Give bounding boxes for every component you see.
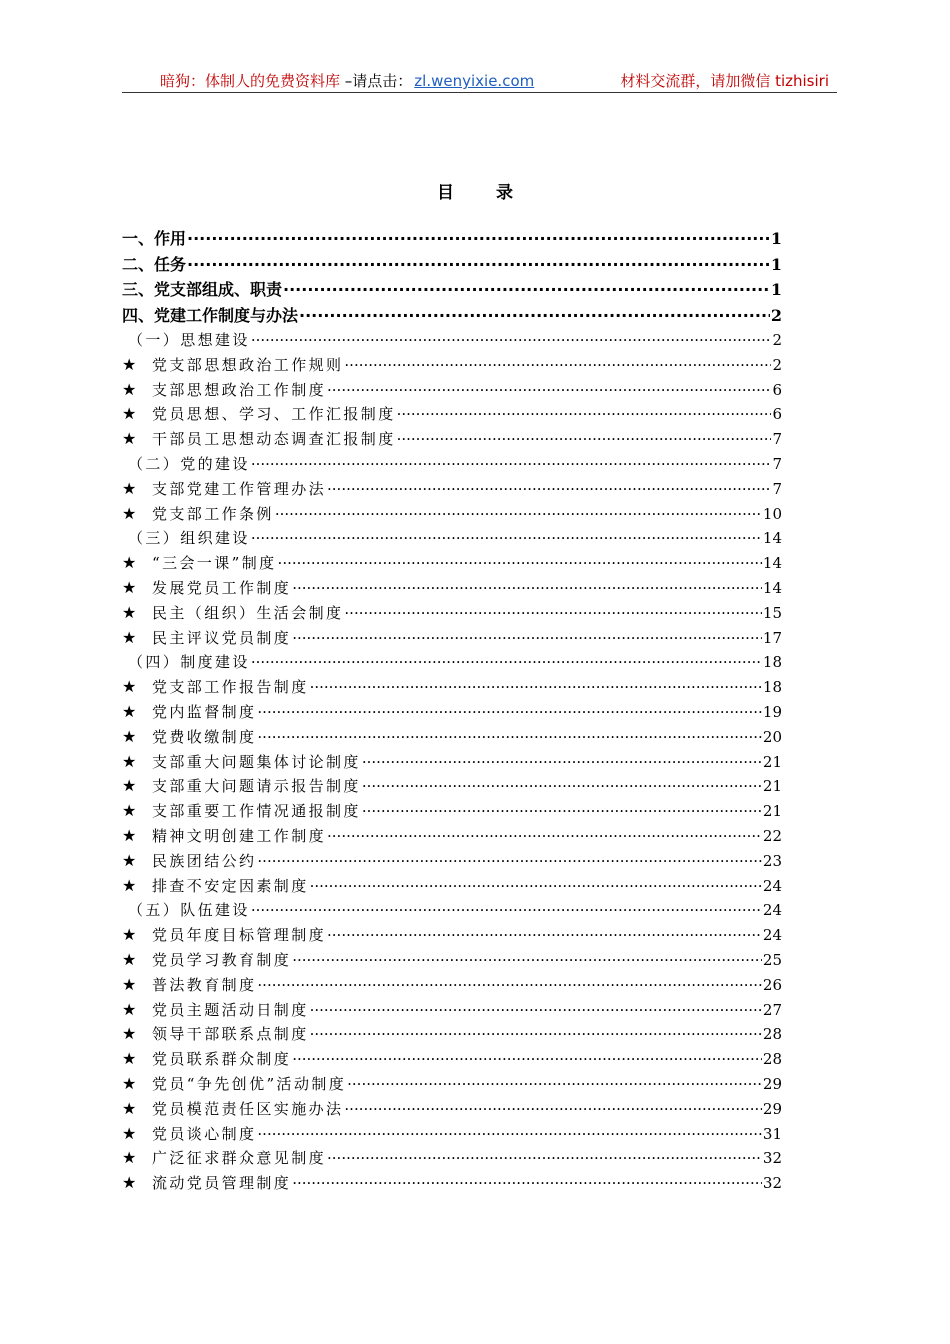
star-icon: ★ [122, 1049, 137, 1069]
toc-entry[interactable] [122, 252, 782, 278]
toc-item[interactable] [122, 427, 782, 452]
toc-entry-page: 22 [762, 826, 782, 845]
toc-entry-page: 2 [772, 331, 782, 349]
toc-leader-dots [257, 973, 762, 998]
toc-entry-page: 2 [770, 305, 782, 325]
toc-entry[interactable] [122, 303, 782, 329]
toc-section-label: （五）队伍建设 [128, 901, 250, 920]
toc-entry-label: 一、作用 [122, 229, 187, 248]
toc-item-label: 民族团结公约 [152, 851, 257, 870]
toc-item-label: 党员“争先创优”活动制度 [152, 1074, 347, 1093]
star-icon: ★ [122, 1123, 137, 1143]
star-icon: ★ [122, 999, 137, 1019]
toc-item[interactable] [122, 774, 782, 799]
toc-leader-dots [257, 849, 762, 874]
toc-entry-page: 7 [772, 479, 782, 498]
star-icon: ★ [122, 677, 137, 697]
toc-leader-dots [299, 303, 770, 329]
toc-leader-dots [327, 378, 771, 403]
toc-item[interactable] [122, 923, 782, 948]
toc-title: 目 录 [437, 183, 531, 203]
star-icon: ★ [122, 379, 137, 399]
toc-item[interactable] [122, 1122, 782, 1147]
toc-section[interactable] [122, 526, 782, 551]
toc-leader-dots [310, 874, 762, 899]
toc-item-label: 党员联系群众制度 [152, 1050, 292, 1069]
toc-leader-dots [292, 1171, 762, 1196]
toc-section[interactable] [122, 328, 782, 353]
toc-leader-dots [397, 402, 772, 427]
toc-entry-page: 21 [762, 802, 782, 821]
toc-item[interactable] [122, 402, 782, 427]
toc-item-label: 发展党员工作制度 [152, 578, 292, 597]
toc-entry-label: 四、党建工作制度与办法 [122, 305, 299, 325]
toc-entry-page: 10 [762, 504, 782, 523]
star-icon: ★ [122, 1073, 137, 1093]
toc-leader-dots [283, 277, 770, 303]
toc-entry-page: 28 [762, 1050, 782, 1069]
toc-item-label: 支部党建工作管理办法 [152, 479, 327, 498]
table-of-contents [122, 226, 782, 1196]
toc-entry-page: 32 [762, 1149, 782, 1168]
toc-item-label: 党费收缴制度 [152, 727, 257, 746]
toc-section-label: （二）党的建设 [128, 454, 250, 473]
toc-item-label: 支部重大问题集体讨论制度 [152, 752, 361, 771]
toc-item-label: 排查不安定因素制度 [152, 876, 309, 895]
toc-entry-page: 1 [770, 280, 782, 299]
toc-leader-dots [251, 526, 762, 551]
toc-leader-dots [257, 725, 762, 750]
toc-leader-dots [344, 1097, 762, 1122]
toc-item-label: 党员主题活动日制度 [152, 1000, 309, 1019]
star-icon: ★ [122, 726, 137, 746]
toc-entry-label: 二、任务 [122, 254, 187, 274]
header-link[interactable]: zl.wenyixie.com [414, 72, 535, 90]
toc-leader-dots [278, 551, 762, 576]
toc-item[interactable] [122, 824, 782, 849]
toc-section-label: （三）组织建设 [128, 529, 250, 548]
toc-item[interactable] [122, 675, 782, 700]
toc-item[interactable] [122, 750, 782, 775]
toc-item[interactable] [122, 1097, 782, 1122]
toc-entry[interactable] [122, 277, 782, 303]
toc-item[interactable] [122, 799, 782, 824]
toc-leader-dots [362, 750, 762, 775]
toc-entry-page: 29 [762, 1099, 782, 1118]
toc-leader-dots [344, 353, 771, 378]
toc-leader-dots [310, 1022, 762, 1047]
star-icon: ★ [122, 1024, 137, 1044]
star-icon: ★ [122, 1173, 137, 1193]
toc-entry-page: 24 [762, 926, 782, 945]
toc-item-label: 广泛征求群众意见制度 [152, 1149, 327, 1168]
toc-leader-dots [397, 427, 772, 452]
toc-leader-dots [310, 998, 762, 1023]
toc-leader-dots [327, 477, 771, 502]
toc-entry-page: 28 [762, 1025, 782, 1044]
toc-item[interactable] [122, 1171, 782, 1196]
toc-item[interactable] [122, 1072, 782, 1097]
star-icon: ★ [122, 429, 137, 449]
star-icon: ★ [122, 801, 137, 821]
toc-leader-dots [310, 675, 762, 700]
toc-entry-page: 17 [762, 628, 782, 647]
toc-leader-dots [275, 502, 762, 527]
star-icon: ★ [122, 577, 137, 597]
toc-item-label: 党员思想、学习、工作汇报制度 [152, 405, 396, 424]
star-icon: ★ [122, 850, 137, 870]
toc-item[interactable] [122, 1022, 782, 1047]
toc-leader-dots [347, 1072, 762, 1097]
toc-section-label: （四）制度建设 [128, 653, 250, 672]
toc-item-label: 流动党员管理制度 [152, 1174, 292, 1193]
toc-leader-dots [251, 328, 772, 353]
star-icon: ★ [122, 925, 137, 945]
toc-entry-page: 6 [772, 405, 782, 424]
toc-entry-page: 26 [762, 975, 782, 994]
star-icon: ★ [122, 825, 137, 845]
toc-leader-dots [251, 898, 762, 923]
toc-item-label: “三会一课”制度 [152, 554, 277, 573]
toc-leader-dots [344, 601, 762, 626]
toc-item[interactable] [122, 601, 782, 626]
toc-item-label: 党支部思想政治工作规则 [152, 355, 344, 374]
star-icon: ★ [122, 404, 137, 424]
toc-leader-dots [327, 923, 762, 948]
toc-leader-dots [327, 824, 762, 849]
toc-item-label: 党员年度目标管理制度 [152, 926, 327, 945]
toc-leader-dots [257, 700, 762, 725]
toc-item-label: 领导干部联系点制度 [152, 1025, 309, 1044]
toc-entry-page: 21 [762, 752, 782, 771]
toc-item[interactable] [122, 378, 782, 403]
header-lead-text: 暗狗：体制人的免费资料库 [160, 72, 341, 90]
toc-item-label: 党员学习教育制度 [152, 950, 292, 969]
toc-entry-page: 29 [762, 1074, 782, 1093]
toc-entry-page: 15 [762, 603, 782, 622]
toc-leader-dots [362, 774, 762, 799]
toc-entry-page: 2 [772, 355, 782, 374]
toc-leader-dots [292, 576, 762, 601]
toc-item[interactable] [122, 700, 782, 725]
star-icon: ★ [122, 1098, 137, 1118]
toc-entry-page: 14 [762, 554, 782, 573]
header-prompt: –请点击： [340, 72, 413, 90]
toc-leader-dots [362, 799, 762, 824]
toc-leader-dots [292, 626, 762, 651]
header-lead [160, 70, 534, 91]
star-icon: ★ [122, 627, 137, 647]
toc-section[interactable] [122, 898, 782, 923]
toc-item-label: 干部员工思想动态调查汇报制度 [152, 430, 396, 449]
toc-item-label: 支部思想政治工作制度 [152, 380, 327, 399]
toc-item[interactable] [122, 1146, 782, 1171]
toc-section-label: （一）思想建设 [128, 331, 250, 349]
toc-item-label: 党员模范责任区实施办法 [152, 1099, 344, 1118]
toc-item-label: 党支部工作报告制度 [152, 678, 309, 697]
toc-entry-page: 1 [770, 229, 782, 248]
star-icon: ★ [122, 553, 137, 573]
toc-item-label: 普法教育制度 [152, 975, 257, 994]
star-icon: ★ [122, 776, 137, 796]
toc-item[interactable] [122, 576, 782, 601]
toc-item-label: 党内监督制度 [152, 702, 257, 721]
toc-item[interactable] [122, 874, 782, 899]
toc-entry-label: 三、党支部组成、职责 [122, 280, 283, 299]
toc-entry-page: 7 [772, 430, 782, 449]
toc-item[interactable] [122, 849, 782, 874]
toc-entry-page: 20 [762, 727, 782, 746]
toc-item-label: 支部重大问题请示报告制度 [152, 777, 361, 796]
toc-entry-page: 24 [762, 901, 782, 920]
star-icon: ★ [122, 503, 137, 523]
star-icon: ★ [122, 875, 137, 895]
toc-item-label: 民主评议党员制度 [152, 628, 292, 647]
toc-item-label: 精神文明创建工作制度 [152, 826, 327, 845]
toc-entry-page: 19 [762, 702, 782, 721]
toc-item-label: 党员谈心制度 [152, 1124, 257, 1143]
toc-entry-page: 23 [762, 851, 782, 870]
toc-entry-page: 27 [762, 1000, 782, 1019]
star-icon: ★ [122, 949, 137, 969]
toc-entry-page: 6 [772, 380, 782, 399]
toc-entry-page: 7 [772, 454, 782, 473]
toc-item-label: 民主（组织）生活会制度 [152, 603, 344, 622]
page-header [122, 70, 837, 93]
star-icon: ★ [122, 751, 137, 771]
star-icon: ★ [122, 602, 137, 622]
toc-section[interactable] [122, 452, 782, 477]
toc-item[interactable] [122, 1047, 782, 1072]
header-right-text: 材料交流群，请加微信 tizhisiri [620, 72, 829, 90]
toc-entry-page: 18 [762, 653, 782, 672]
toc-entry-page: 32 [762, 1174, 782, 1193]
toc-leader-dots [187, 252, 770, 278]
toc-entry-page: 31 [762, 1124, 782, 1143]
toc-item[interactable] [122, 725, 782, 750]
toc-item[interactable] [122, 353, 782, 378]
toc-item[interactable] [122, 998, 782, 1023]
toc-entry-page: 18 [762, 678, 782, 697]
toc-leader-dots [292, 1047, 762, 1072]
toc-item[interactable] [122, 477, 782, 502]
star-icon: ★ [122, 1148, 137, 1168]
toc-leader-dots [257, 1122, 762, 1147]
star-icon: ★ [122, 478, 137, 498]
toc-leader-dots [292, 948, 762, 973]
toc-item[interactable] [122, 551, 782, 576]
toc-item[interactable] [122, 626, 782, 651]
toc-section[interactable] [122, 650, 782, 675]
toc-entry[interactable] [122, 226, 782, 252]
toc-leader-dots [251, 452, 772, 477]
toc-leader-dots [187, 226, 770, 252]
toc-item[interactable] [122, 502, 782, 527]
star-icon: ★ [122, 354, 137, 374]
toc-leader-dots [251, 650, 762, 675]
toc-item[interactable] [122, 973, 782, 998]
star-icon: ★ [122, 974, 137, 994]
toc-item-label: 支部重要工作情况通报制度 [152, 802, 361, 821]
toc-entry-page: 21 [762, 777, 782, 796]
star-icon: ★ [122, 701, 137, 721]
toc-entry-page: 24 [762, 876, 782, 895]
toc-entry-page: 14 [762, 578, 782, 597]
toc-entry-page: 1 [770, 254, 782, 274]
toc-entry-page: 25 [762, 950, 782, 969]
toc-entry-page: 14 [762, 529, 782, 548]
toc-item[interactable] [122, 948, 782, 973]
toc-leader-dots [327, 1146, 762, 1171]
toc-item-label: 党支部工作条例 [152, 504, 274, 523]
